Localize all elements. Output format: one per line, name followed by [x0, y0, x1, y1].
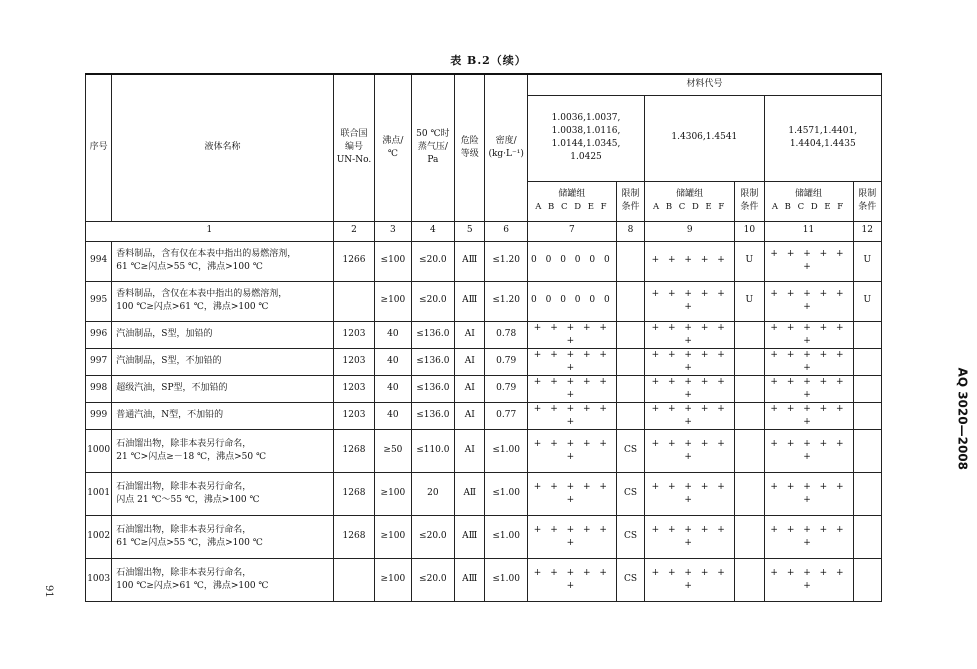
cell-r3: [853, 348, 882, 375]
cell-hazard: AⅠ: [455, 375, 485, 402]
material-table: [85, 73, 882, 602]
cell-g3: + + + + + +: [764, 348, 853, 375]
tank-group-header: [764, 181, 853, 221]
cell-g1: + + + + + +: [527, 558, 616, 601]
cell-g2: + + + + + +: [645, 348, 735, 375]
cell-r1: [616, 375, 644, 402]
standard-code: AQ 3020—2008: [955, 367, 969, 470]
cell-bp: 40: [375, 375, 411, 402]
cell-density: 0.79: [485, 375, 527, 402]
cell-vp: ≤136.0: [411, 321, 454, 348]
cell-name: 石油馏出物，除非本表另行命名， 闪点 21 ℃～55 ℃，沸点>100 ℃: [112, 472, 333, 515]
cell-r2: [735, 472, 764, 515]
cell-vp: ≤20.0: [411, 241, 454, 281]
cell-name: 石油馏出物，除非本表另行命名， 21 ℃>闪点≥－18 ℃，沸点>50 ℃: [112, 429, 333, 472]
cell-r3: [853, 515, 882, 558]
cell-bp: ≥100: [375, 281, 411, 321]
header-seq: 序号: [86, 74, 112, 221]
cell-r3: [853, 472, 882, 515]
cell-g1: 0 0 0 0 0 0: [527, 241, 616, 281]
cell-name: 超级汽油，SP型，不加铅的: [112, 375, 333, 402]
col-number: 3: [375, 221, 411, 241]
col-number: 8: [616, 221, 644, 241]
cell-name: 汽油制品，S型，不加铅的: [112, 348, 333, 375]
cell-r2: U: [735, 281, 764, 321]
cell-r3: [853, 558, 882, 601]
cell-seq: 997: [86, 348, 112, 375]
cell-g3: + + + + + +: [764, 515, 853, 558]
cell-density: ≤1.20: [485, 241, 527, 281]
page-number: 91: [43, 585, 54, 598]
col-number: 6: [485, 221, 527, 241]
cell-g1: + + + + + +: [527, 348, 616, 375]
header-vapor-pressure: 50 ℃时 蒸气压/ Pa: [411, 74, 454, 221]
cell-hazard: AⅢ: [455, 558, 485, 601]
col-number: 1: [86, 221, 334, 241]
tank-group-label: 储罐组: [795, 189, 823, 200]
cell-seq: 999: [86, 402, 112, 429]
cell-g1: + + + + + +: [527, 321, 616, 348]
cell-g1: + + + + + +: [527, 429, 616, 472]
header-density: 密度/ (kg·L⁻¹): [485, 74, 527, 221]
cell-r2: U: [735, 241, 764, 281]
cell-r2: [735, 375, 764, 402]
cell-r3: [853, 402, 882, 429]
table-row: [86, 375, 882, 402]
cell-bp: ≥50: [375, 429, 411, 472]
table-row: [86, 321, 882, 348]
cell-g2: + + + + + +: [645, 429, 735, 472]
cell-name: 香料制品，含仅在本表中指出的易燃溶剂， 100 ℃≥闪点>61 ℃，沸点>100 ℃: [112, 281, 333, 321]
cell-density: 0.78: [485, 321, 527, 348]
cell-r3: U: [853, 241, 882, 281]
table-row: [86, 281, 882, 321]
cell-g2: + + + + + +: [645, 515, 735, 558]
cell-bp: ≥100: [375, 558, 411, 601]
cell-g2: + + + + + +: [645, 281, 735, 321]
cell-g2: + + + + + +: [645, 321, 735, 348]
cell-g3: + + + + + +: [764, 429, 853, 472]
cell-vp: ≤136.0: [411, 348, 454, 375]
cell-r1: CS: [616, 558, 644, 601]
cell-un: 1268: [333, 515, 374, 558]
cell-bp: 40: [375, 348, 411, 375]
cell-r1: CS: [616, 429, 644, 472]
cell-r2: [735, 515, 764, 558]
cell-r3: U: [853, 281, 882, 321]
cell-vp: ≤136.0: [411, 375, 454, 402]
cell-g3: + + + + + +: [764, 321, 853, 348]
tank-group-header: [645, 181, 735, 221]
cell-r2: [735, 558, 764, 601]
cell-hazard: AⅢ: [455, 515, 485, 558]
col-number: 12: [853, 221, 882, 241]
cell-g2: + + + + + +: [645, 558, 735, 601]
cell-hazard: AⅠ: [455, 348, 485, 375]
cell-g3: + + + + + +: [764, 402, 853, 429]
cell-r1: CS: [616, 472, 644, 515]
cell-density: ≤1.00: [485, 472, 527, 515]
cell-vp: ≤20.0: [411, 558, 454, 601]
tank-group-label: 储罐组: [676, 189, 704, 200]
cell-r2: [735, 402, 764, 429]
cell-un: 1266: [333, 241, 374, 281]
tank-group-header: [527, 181, 616, 221]
cell-g1: + + + + + +: [527, 515, 616, 558]
header-boiling-point: 沸点/ ℃: [375, 74, 411, 221]
cell-hazard: AⅠ: [455, 321, 485, 348]
cell-bp: 40: [375, 402, 411, 429]
cell-vp: ≤110.0: [411, 429, 454, 472]
cell-hazard: AⅠ: [455, 429, 485, 472]
cell-r2: [735, 429, 764, 472]
cell-seq: 998: [86, 375, 112, 402]
cell-name: 石油馏出物，除非本表另行命名， 100 ℃≥闪点>61 ℃，沸点>100 ℃: [112, 558, 333, 601]
cell-g3: + + + + + +: [764, 472, 853, 515]
cell-seq: 1001: [86, 472, 112, 515]
cell-g3: + + + + + +: [764, 558, 853, 601]
restriction-header: 限制 条件: [735, 181, 764, 221]
table-caption: 表 B.2（续）: [450, 54, 527, 67]
table-row: [86, 402, 882, 429]
cell-un: 1203: [333, 375, 374, 402]
cell-name: 石油馏出物，除非本表另行命名， 61 ℃≥闪点>55 ℃，沸点>100 ℃: [112, 515, 333, 558]
col-number: 11: [764, 221, 853, 241]
cell-density: 0.77: [485, 402, 527, 429]
material-group-3: 1.4571,1.4401, 1.4404,1.4435: [764, 95, 881, 181]
cell-hazard: AⅡ: [455, 472, 485, 515]
cell-r1: [616, 402, 644, 429]
cell-g3: + + + + + +: [764, 375, 853, 402]
col-number: 2: [333, 221, 374, 241]
cell-r3: [853, 375, 882, 402]
table-row: [86, 515, 882, 558]
cell-un: [333, 281, 374, 321]
table-row: [86, 348, 882, 375]
column-number-row: [86, 221, 882, 241]
cell-r2: [735, 321, 764, 348]
cell-r1: [616, 281, 644, 321]
cell-hazard: AⅢ: [455, 281, 485, 321]
cell-un: 1268: [333, 472, 374, 515]
cell-seq: 994: [86, 241, 112, 281]
cell-g1: + + + + + +: [527, 402, 616, 429]
cell-r1: [616, 241, 644, 281]
cell-bp: ≥100: [375, 472, 411, 515]
cell-bp: ≥100: [375, 515, 411, 558]
cell-seq: 1003: [86, 558, 112, 601]
cell-density: ≤1.00: [485, 429, 527, 472]
cell-vp: ≤136.0: [411, 402, 454, 429]
cell-un: [333, 558, 374, 601]
table-row: [86, 241, 882, 281]
cell-r3: [853, 429, 882, 472]
cell-g2: + + + + + +: [645, 402, 735, 429]
table-row: [86, 429, 882, 472]
material-group-2: 1.4306,1.4541: [645, 95, 764, 181]
tank-letters: A B C D E F: [771, 202, 846, 213]
cell-vp: ≤20.0: [411, 281, 454, 321]
header-un-no: 联合国 编号 UN-No.: [333, 74, 374, 221]
cell-density: ≤1.00: [485, 558, 527, 601]
cell-name: 普通汽油，N型，不加铅的: [112, 402, 333, 429]
restriction-header: 限制 条件: [853, 181, 882, 221]
cell-un: 1203: [333, 402, 374, 429]
header-hazard-class: 危险 等级: [455, 74, 485, 221]
cell-vp: ≤20.0: [411, 515, 454, 558]
cell-r1: CS: [616, 515, 644, 558]
material-group-1: 1.0036,1.0037, 1.0038,1.0116, 1.0144,1.0345, 1.0425: [527, 95, 644, 181]
col-number: 10: [735, 221, 764, 241]
cell-hazard: AⅠ: [455, 402, 485, 429]
cell-r2: [735, 348, 764, 375]
cell-bp: 40: [375, 321, 411, 348]
cell-vp: 20: [411, 472, 454, 515]
cell-r1: [616, 321, 644, 348]
cell-g2: + + + + + +: [645, 375, 735, 402]
cell-density: 0.79: [485, 348, 527, 375]
cell-seq: 1000: [86, 429, 112, 472]
cell-r1: [616, 348, 644, 375]
cell-bp: ≤100: [375, 241, 411, 281]
cell-g3: + + + + + +: [764, 241, 853, 281]
tank-group-label: 储罐组: [558, 189, 586, 200]
table-row: [86, 472, 882, 515]
cell-g1: + + + + + +: [527, 375, 616, 402]
cell-g2: + + + + + +: [645, 472, 735, 515]
header-liquid-name: 液体名称: [112, 74, 333, 221]
col-number: 5: [455, 221, 485, 241]
header-material-code: 材料代号: [527, 74, 881, 95]
cell-density: ≤1.00: [485, 515, 527, 558]
table-row: [86, 558, 882, 601]
cell-un: 1203: [333, 321, 374, 348]
cell-g2: + + + + +: [645, 241, 735, 281]
col-number: 7: [527, 221, 616, 241]
cell-g1: 0 0 0 0 0 0: [527, 281, 616, 321]
col-number: 9: [645, 221, 735, 241]
cell-seq: 996: [86, 321, 112, 348]
cell-un: 1268: [333, 429, 374, 472]
cell-g1: + + + + + +: [527, 472, 616, 515]
cell-un: 1203: [333, 348, 374, 375]
tank-letters: A B C D E F: [535, 202, 609, 213]
cell-seq: 1002: [86, 515, 112, 558]
cell-density: ≤1.20: [485, 281, 527, 321]
cell-name: 汽油制品，S型，加铅的: [112, 321, 333, 348]
cell-r3: [853, 321, 882, 348]
restriction-header: 限制 条件: [616, 181, 644, 221]
col-number: 4: [411, 221, 454, 241]
cell-name: 香料制品，含有仅在本表中指出的易燃溶剂， 61 ℃≥闪点>55 ℃，沸点>100 ℃: [112, 241, 333, 281]
cell-g3: + + + + + +: [764, 281, 853, 321]
cell-seq: 995: [86, 281, 112, 321]
cell-hazard: AⅢ: [455, 241, 485, 281]
tank-letters: A B C D E F: [653, 202, 727, 213]
